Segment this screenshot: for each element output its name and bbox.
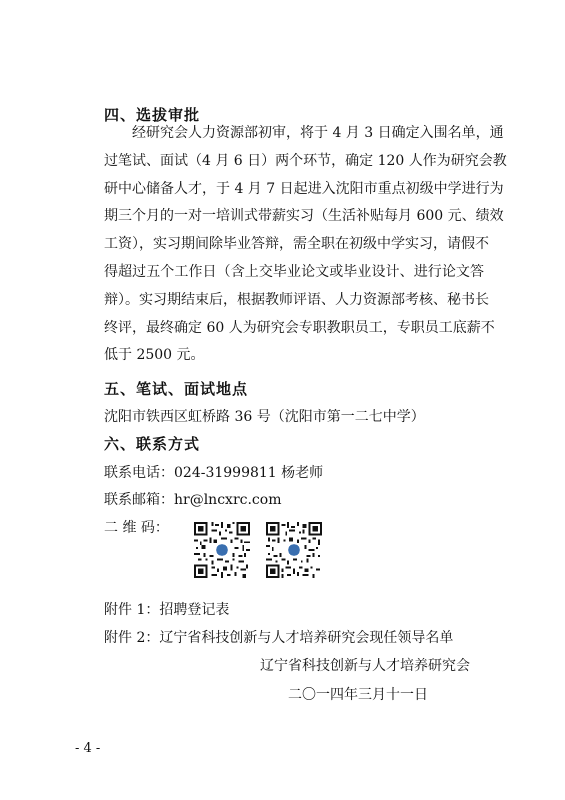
qr-label: 二 维 码：: [104, 520, 169, 536]
attachment-1: 附件 1：招聘登记表: [104, 602, 230, 618]
body-line: 期三个月的一对一培训式带薪实习（生活补贴每月 600 元、绩效: [104, 208, 504, 225]
body-line: 辩）。实习期结束后，根据教师评语、人力资源部考核、秘书长: [104, 291, 489, 308]
body-line: 终评，最终确定 60 人为研究会专职教职员工，专职员工底薪不: [104, 319, 495, 336]
email-label: 联系邮箱：: [104, 492, 174, 508]
contact-phone: [104, 462, 323, 482]
exam-address: 沈阳市铁西区虹桥路 36 号（沈阳市第一二七中学）: [104, 409, 425, 425]
email-value[interactable]: hr@lncxrc.com: [174, 492, 282, 508]
body-line: 经研究会人力资源部初审，将于 4 月 3 日确定入围名单，通: [132, 125, 504, 141]
section-5-heading: 五、笔试、面试地点: [104, 380, 249, 398]
phone-value[interactable]: 024-31999811 杨老师: [174, 465, 324, 481]
body-line: 工资），实习期间除毕业答辩，需全职在初级中学实习，请假不: [104, 236, 489, 253]
body-line: 过笔试、面试（4 月 6 日）两个环节，确定 120 人作为研究会教: [104, 152, 507, 169]
signature-organization: 辽宁省科技创新与人才培养研究会: [260, 658, 470, 674]
page-number: - 4 -: [75, 741, 101, 756]
body-line: 得超过五个工作日（含上交毕业论文或毕业设计、进行论文答: [104, 263, 484, 280]
contact-email: [104, 489, 281, 509]
qr-code-2: [266, 522, 322, 578]
section-4-body: [104, 120, 507, 370]
phone-label: 联系电话：: [104, 465, 174, 481]
attachment-2: 附件 2：辽宁省科技创新与人才培养研究会现任领导名单: [104, 630, 454, 646]
section-4-heading: 四、选拔审批: [104, 106, 201, 124]
signature-date: 二〇一四年三月十一日: [288, 687, 428, 703]
qr-code-1: [194, 522, 250, 578]
section-6-heading: 六、联系方式: [104, 435, 201, 453]
body-line: 研中心储备人才，于 4 月 7 日起进入沈阳市重点初级中学进行为: [104, 180, 504, 197]
body-line: 低于 2500 元。: [104, 347, 205, 364]
